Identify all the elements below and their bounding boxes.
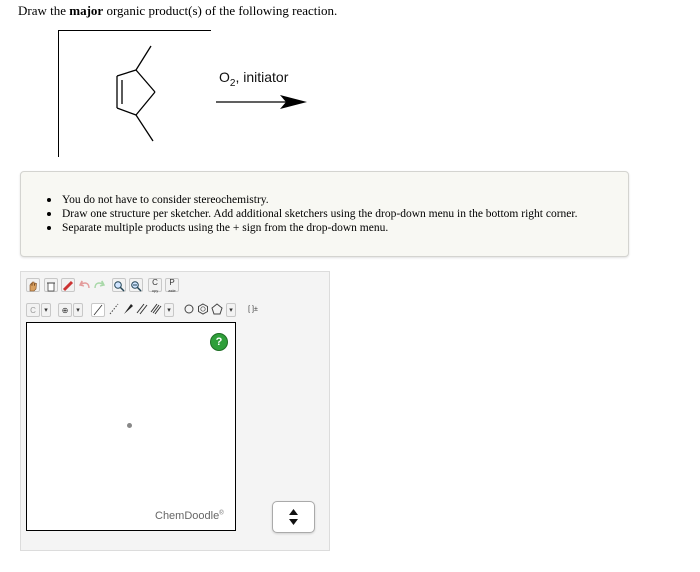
ring-bond (136, 92, 155, 115)
paste-sublabel: aste (168, 288, 176, 293)
brand-mark: ® (219, 510, 224, 517)
charge-dropdown[interactable]: ▾ (73, 303, 83, 317)
reaction-reagent (219, 69, 288, 89)
reaction-arrow-icon (216, 93, 310, 111)
charge-label: ⊕ (61, 306, 69, 315)
instruction-item: You do not have to consider stereochemistry. (47, 193, 577, 207)
single-bond-icon[interactable] (91, 303, 105, 317)
copy-label: C (152, 278, 158, 287)
question-emphasis: major (69, 3, 104, 18)
canvas-cursor-dot (127, 423, 132, 428)
question-suffix: organic product(s) of the following reaction. (103, 3, 338, 18)
element-dropdown[interactable]: ▾ (41, 303, 51, 317)
sketcher-stepper[interactable] (272, 501, 315, 533)
dashed-bond-icon[interactable] (107, 303, 121, 317)
paste-label: P (169, 278, 175, 287)
element-label: C (30, 306, 36, 315)
reagent-formula: O (219, 69, 230, 85)
brand-name: ChemDoodle (155, 510, 220, 522)
help-label: ? (215, 336, 223, 348)
double-bond-icon[interactable] (135, 303, 149, 317)
bracket-label: [ ]± (248, 306, 258, 313)
instruction-item: Separate multiple products using the + sign from the drop-down menu. (47, 221, 577, 235)
help-icon[interactable] (210, 333, 228, 351)
cyclopentane-icon[interactable] (210, 303, 224, 317)
redo-icon[interactable] (92, 279, 106, 293)
benzene-icon[interactable] (196, 303, 210, 317)
instruction-item: Draw one structure per sketcher. Add additional sketchers using the drop-down menu in the bottom right corner. (47, 207, 577, 221)
instructions-panel (20, 171, 629, 257)
question-prefix: Draw the (18, 3, 70, 18)
ring-dropdown[interactable]: ▾ (226, 303, 236, 317)
copy-sublabel: opy (151, 288, 159, 293)
reagent-subscript: 2 (229, 77, 236, 89)
cyclopropane-icon[interactable] (182, 303, 196, 317)
eraser-icon[interactable] (61, 278, 75, 292)
ring-bond (117, 108, 136, 115)
zoom-out-icon[interactable] (129, 278, 143, 292)
reactant-structure (0, 0, 700, 200)
chemdoodle-logo (155, 510, 224, 522)
copy-button[interactable] (148, 278, 162, 292)
zoom-in-icon[interactable] (112, 278, 126, 292)
triple-bond-icon[interactable] (149, 303, 163, 317)
methyl-bond (136, 115, 153, 141)
methyl-bond (136, 46, 151, 70)
drawing-canvas[interactable] (26, 322, 236, 531)
bond-dropdown[interactable]: ▾ (164, 303, 174, 317)
undo-icon[interactable] (78, 279, 92, 293)
wedge-bond-icon[interactable] (121, 303, 135, 317)
element-button[interactable] (26, 303, 40, 317)
up-down-arrows-icon (273, 502, 314, 532)
bracket-charge-button[interactable] (244, 303, 262, 317)
reagent-conditions: , initiator (235, 69, 289, 85)
paste-button[interactable] (165, 278, 179, 292)
clear-icon[interactable] (44, 278, 58, 292)
ring-bond (117, 70, 136, 76)
hand-icon[interactable] (26, 278, 40, 292)
charge-button[interactable] (58, 303, 72, 317)
ring-bond (136, 70, 155, 92)
